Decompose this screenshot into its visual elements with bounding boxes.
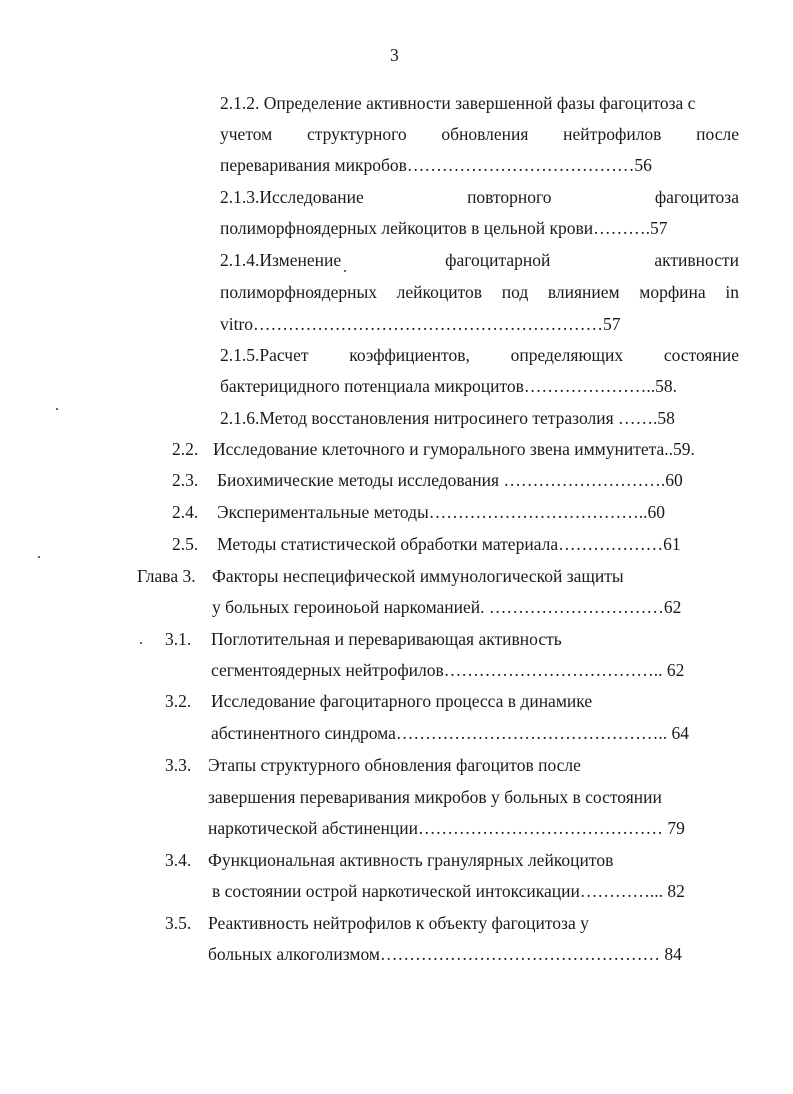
word: определяющих — [510, 345, 624, 365]
page-number: 3 — [390, 45, 399, 65]
toc-2-1-6-line1: 2.1.6.Метод восстановления нитросинего тетразолия …….58 — [220, 408, 675, 428]
scan-speck — [140, 642, 142, 644]
toc-2-1-5-line2: бактерицидного потенциала микроцитов…………………..58. — [220, 376, 678, 396]
word: обновления — [441, 124, 529, 144]
scan-speck — [56, 408, 58, 410]
scan-speck — [38, 556, 40, 558]
toc-3-2-line2: абстинентного синдрома……………………………………….. 64 — [211, 723, 689, 743]
toc-2-1-2-line1: 2.1.2. Определение активности завершенной фазы фагоцитоза с — [220, 93, 696, 113]
toc-3-3-line2: завершения переваривания микробов у больных в состоянии — [208, 787, 662, 807]
word: после — [696, 124, 739, 144]
word: полиморфноядерных — [220, 282, 378, 302]
toc-2-1-3-line1 — [220, 186, 739, 208]
word: учетом — [220, 124, 273, 144]
toc-3-3-number: 3.3. — [165, 755, 192, 775]
word: 2.1.3.Исследование — [220, 187, 364, 207]
toc-3-3-line3: наркотической абстиненции…………………………………… 79 — [208, 818, 685, 838]
word: фагоцитарной — [445, 250, 551, 270]
word: морфина — [639, 282, 706, 302]
word: фагоцитоза — [654, 187, 739, 207]
chapter-3-label: Глава 3. — [137, 566, 196, 586]
word: влиянием — [547, 282, 620, 302]
word: состояние — [663, 345, 739, 365]
toc-2-2-number: 2.2. — [172, 439, 199, 459]
word: активности — [654, 250, 739, 270]
toc-2-1-5-line1 — [220, 344, 739, 366]
toc-3-5-line1: Реактивность нейтрофилов к объекту фагоцитоза у — [208, 913, 589, 933]
toc-2-1-2-line3: переваривания микробов…………………………………56 — [220, 155, 652, 175]
toc-2-3-text: Биохимические методы исследования ……………………….60 — [217, 470, 683, 490]
word: нейтрофилов — [563, 124, 662, 144]
word: 2.1.4.Изменение — [220, 250, 342, 270]
toc-2-1-4-line1 — [220, 249, 739, 271]
word: 2.1.5.Расчет — [220, 345, 309, 365]
chapter-3-title-line1: Факторы неспецифической иммунологической защиты — [212, 566, 624, 586]
toc-3-4-line2: в состоянии острой наркотической интоксикации…………... 82 — [212, 881, 685, 901]
toc-2-1-4-line2 — [220, 281, 739, 303]
toc-3-4-number: 3.4. — [165, 850, 192, 870]
toc-2-4-number: 2.4. — [172, 502, 199, 522]
toc-3-5-line2: больных алкоголизмом………………………………………… 84 — [208, 944, 682, 964]
toc-3-1-line2: сегментоядерных нейтрофилов……………………………….. 62 — [211, 660, 685, 680]
word: структурного — [306, 124, 407, 144]
toc-3-5-number: 3.5. — [165, 913, 192, 933]
toc-2-5-number: 2.5. — [172, 534, 199, 554]
toc-3-1-line1: Поглотительная и переваривающая активность — [211, 629, 562, 649]
scan-speck — [344, 270, 346, 272]
toc-2-1-4-line3: vitro……………………………………………………57 — [220, 314, 621, 334]
toc-2-1-2-line2 — [220, 123, 739, 145]
word: in — [725, 282, 739, 302]
word: повторного — [467, 187, 552, 207]
toc-3-3-line1: Этапы структурного обновления фагоцитов после — [208, 755, 581, 775]
toc-2-4-text: Экспериментальные методы………………………………..60 — [217, 502, 666, 522]
toc-3-2-number: 3.2. — [165, 691, 192, 711]
toc-2-2-text: Исследование клеточного и гуморального звена иммунитета..59. — [213, 439, 695, 459]
chapter-3-title-line2: у больных героиноьой наркоманией. …………………………62 — [212, 597, 682, 617]
word: коэффициентов, — [349, 345, 470, 365]
toc-2-3-number: 2.3. — [172, 470, 199, 490]
toc-3-1-number: 3.1. — [165, 629, 192, 649]
toc-2-1-3-line2: полиморфноядерных лейкоцитов в цельной крови……….57 — [220, 218, 668, 238]
word: лейкоцитов — [396, 282, 483, 302]
toc-3-4-line1: Функциональная активность гранулярных лейкоцитов — [208, 850, 614, 870]
word: под — [501, 282, 529, 302]
toc-3-2-line1: Исследование фагоцитарного процесса в динамике — [211, 691, 593, 711]
toc-2-5-text: Методы статистической обработки материала………………61 — [217, 534, 681, 554]
